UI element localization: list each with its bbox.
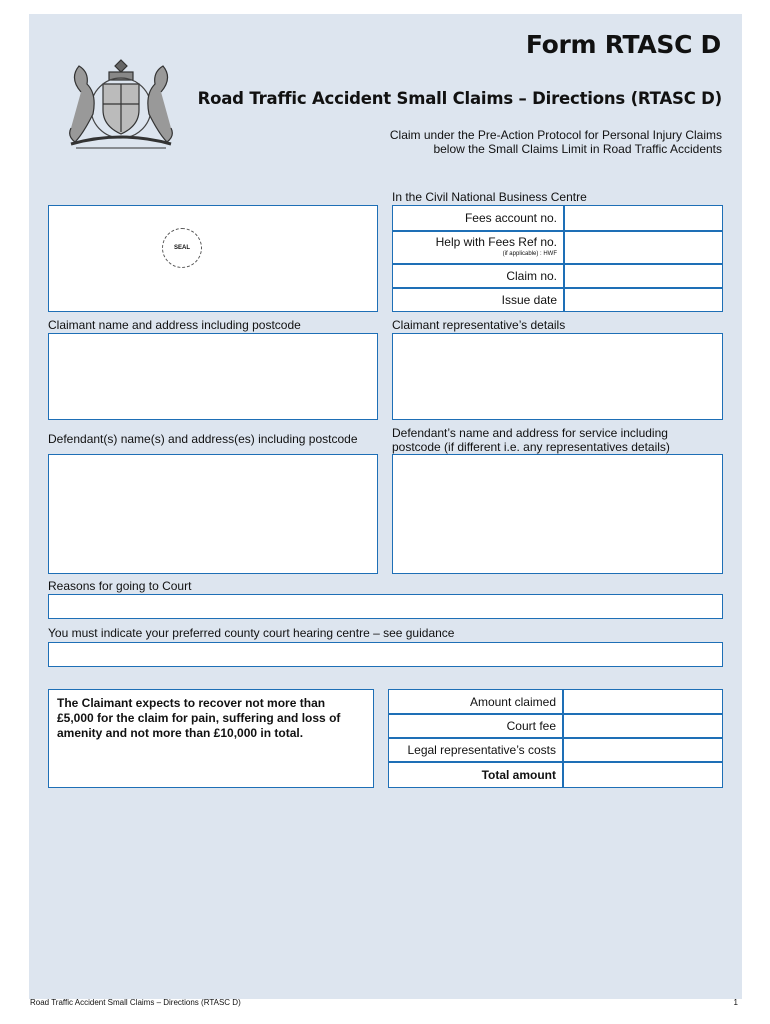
- legal-costs-row: [388, 738, 563, 762]
- hearing-centre-field[interactable]: [48, 642, 723, 667]
- claim-under-line-2: below the Small Claims Limit in Road Traffic Accidents: [433, 142, 722, 156]
- hearing-centre-label: You must indicate your preferred county court hearing centre – see guidance: [48, 626, 455, 640]
- help-with-fees-label: Help with Fees Ref no.: [435, 235, 557, 249]
- help-with-fees-field[interactable]: [564, 231, 723, 264]
- defendant-service-field[interactable]: [392, 454, 723, 574]
- seal-label: SEAL: [173, 245, 190, 251]
- form-subtitle: Road Traffic Accident Small Claims – Directions (RTASC D): [197, 89, 722, 108]
- claimant-label: Claimant name and address including postcode: [48, 318, 301, 332]
- defendant-service-line-1: Defendant’s name and address for service including: [392, 426, 668, 440]
- seal-box: [48, 205, 378, 312]
- claimant-field[interactable]: [48, 333, 378, 420]
- issue-date-row: [392, 288, 564, 312]
- fees-account-row: [392, 205, 564, 231]
- fees-account-label: Fees account no.: [464, 211, 557, 225]
- help-with-fees-note: (if applicable) : HWF: [502, 251, 557, 257]
- court-fee-field[interactable]: [563, 714, 723, 738]
- reasons-label: Reasons for going to Court: [48, 579, 192, 593]
- claim-no-row: [392, 264, 564, 288]
- defendant-service-label: [392, 426, 670, 454]
- legal-costs-label: Legal representative’s costs: [407, 743, 556, 757]
- claim-under-text: [390, 128, 722, 156]
- claim-no-label: Claim no.: [506, 269, 557, 283]
- claim-under-line-1: Claim under the Pre-Action Protocol for Personal Injury Claims: [389, 128, 722, 142]
- recovery-note-box: [48, 689, 374, 788]
- total-amount-field[interactable]: [563, 762, 723, 788]
- claim-no-field[interactable]: [564, 264, 723, 288]
- royal-coat-of-arms-icon: [51, 52, 191, 152]
- claimant-rep-field[interactable]: [392, 333, 723, 420]
- help-with-fees-row: [392, 231, 564, 264]
- court-fee-label: Court fee: [506, 719, 556, 733]
- amount-claimed-field[interactable]: [563, 689, 723, 714]
- reasons-field[interactable]: [48, 594, 723, 619]
- court-fee-row: [388, 714, 563, 738]
- footer-text: Road Traffic Accident Small Claims – Directions (RTASC D): [30, 998, 241, 1007]
- form-title: Form RTASC D: [525, 30, 721, 59]
- amount-claimed-label: Amount claimed: [469, 695, 556, 709]
- page-number: 1: [733, 998, 738, 1007]
- claimant-rep-label: Claimant representative’s details: [392, 318, 566, 332]
- seal-stamp: [162, 228, 202, 268]
- issue-date-field[interactable]: [564, 288, 723, 312]
- defendant-field[interactable]: [48, 454, 378, 574]
- recovery-note-text: The Claimant expects to recover not more than £5,000 for the claim for pain, suffering and loss of amenity and not more than £10,000 in total.: [57, 696, 341, 740]
- fees-account-field[interactable]: [564, 205, 723, 231]
- defendant-label: Defendant(s) name(s) and address(es) including postcode: [48, 432, 358, 446]
- issue-date-label: Issue date: [501, 293, 557, 307]
- defendant-service-line-2: postcode (if different i.e. any representatives details): [392, 440, 670, 454]
- total-amount-row: [388, 762, 563, 788]
- total-amount-label: Total amount: [481, 768, 556, 782]
- legal-costs-field[interactable]: [563, 738, 723, 762]
- court-label: In the Civil National Business Centre: [392, 190, 587, 204]
- amount-claimed-row: [388, 689, 563, 714]
